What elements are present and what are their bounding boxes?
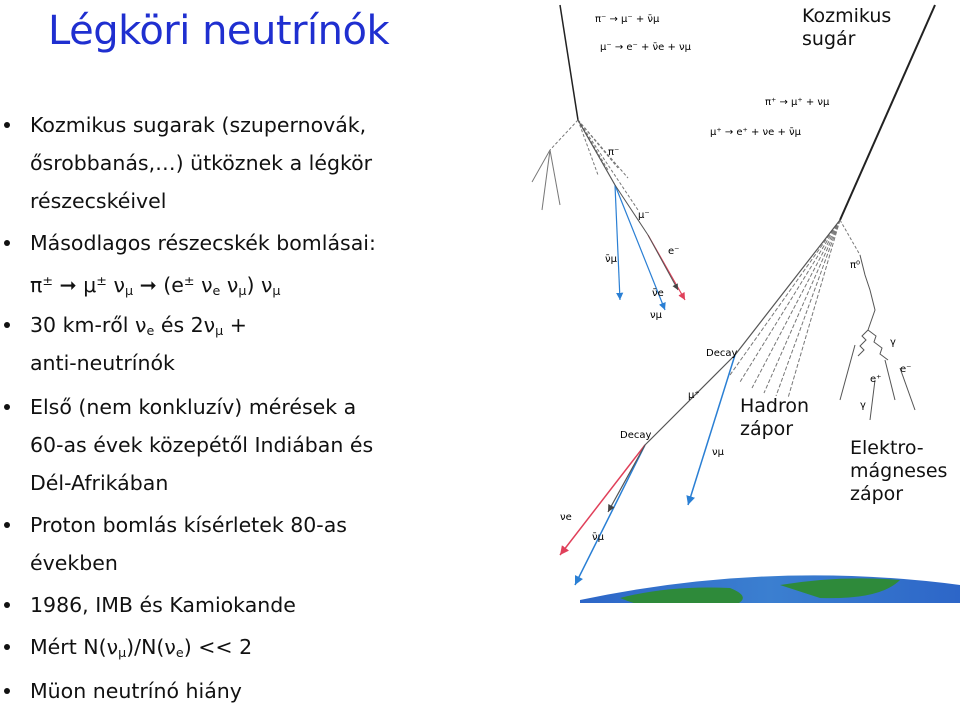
em-cascade [840,255,915,420]
decay-formula: π⁻ → μ⁻ + ν̄μ [595,14,660,25]
bullet-text: részecskéivel [30,189,167,213]
bullet-dot-icon [4,322,10,328]
em-shower-label: Elektro- mágneses zápor [850,437,948,505]
svg-text:e⁻: e⁻ [900,364,912,375]
bullet-text: 1986, IMB és Kamiokande [30,593,296,617]
svg-text:e⁺: e⁺ [870,374,882,385]
neutrino-track [688,355,735,505]
decay-formula: π± ➞ μ± $\nu_\mu$ ➞ (e± $\nu_e$ $\nu_\mu$) $\nu_\mu$ [30,272,281,299]
decay-label: Decay [620,430,652,441]
bullet-text: 30 km-ről $\nu_e$ és $2\nu_\mu$ + [30,313,247,339]
hadron-cascade [730,220,860,398]
svg-text:ν̄μ: ν̄μ [592,532,604,543]
bullet-text: Müon neutrínó hiány [30,679,242,703]
bullet-dot-icon [4,122,10,128]
decay-formula: μ⁺ → e⁺ + νe + ν̄μ [710,127,801,138]
hadron-shower-label: Hadron zápor [740,395,810,440]
shower-illustration [520,0,960,705]
bullet-text: Kozmikus sugarak (szupernovák, [30,113,367,137]
primary-track [560,5,578,120]
bullet-text: 60-as évek közepétől Indiában és [30,433,374,457]
slide-title: Légköri neutrínók [48,8,390,54]
bullet-text: Mért $N(\nu_\mu)/N(\nu_e) << 2$ [30,635,253,661]
svg-text:π⁻: π⁻ [608,147,620,158]
neutrino-track [615,185,620,300]
svg-text:e⁻: e⁻ [668,246,680,257]
bullet-dot-icon [4,602,10,608]
svg-text:γ: γ [860,400,866,411]
decay-label: Decay [706,348,738,359]
bullet-dot-icon [4,688,10,694]
decay-formula: π⁺ → μ⁺ + νμ [765,97,830,108]
bullet-text: Első (nem konkluzív) mérések a [30,395,357,419]
svg-text:π⁰: π⁰ [850,260,861,271]
bullet-text: években [30,551,118,575]
bullet-dot-icon [4,240,10,246]
svg-text:μ⁺: μ⁺ [688,390,700,401]
bullet-dot-icon [4,522,10,528]
arrow-right-icon: ➞ [59,272,77,297]
air-shower-diagram [520,0,960,705]
bullet-text: anti-neutrínók [30,351,175,375]
cosmic-ray-label: Kozmikus sugár [802,5,892,50]
bullet-dot-icon [4,644,10,650]
decay-formula: μ⁻ → e⁻ + ν̄e + νμ [600,42,691,53]
bullet-dot-icon [4,404,10,410]
svg-text:ν̄μ: ν̄μ [605,254,617,265]
arrow-right-icon: ➞ [139,272,157,297]
bullet-text: Dél-Afrikában [30,471,169,495]
svg-text:μ⁻: μ⁻ [638,210,650,221]
svg-text:νμ: νμ [712,447,724,458]
svg-text:ν̄e: ν̄e [652,288,664,299]
neutrino-track [575,445,645,585]
svg-text:νe: νe [560,512,572,523]
bullet-text: Másodlagos részecskék bomlásai: [30,231,376,255]
bullet-text: ősrobbanás,…) ütköznek a légkör [30,151,373,175]
svg-text:γ: γ [890,337,896,348]
bullet-text: Proton bomlás kísérletek 80-as [30,513,347,537]
svg-text:νμ: νμ [650,310,662,321]
